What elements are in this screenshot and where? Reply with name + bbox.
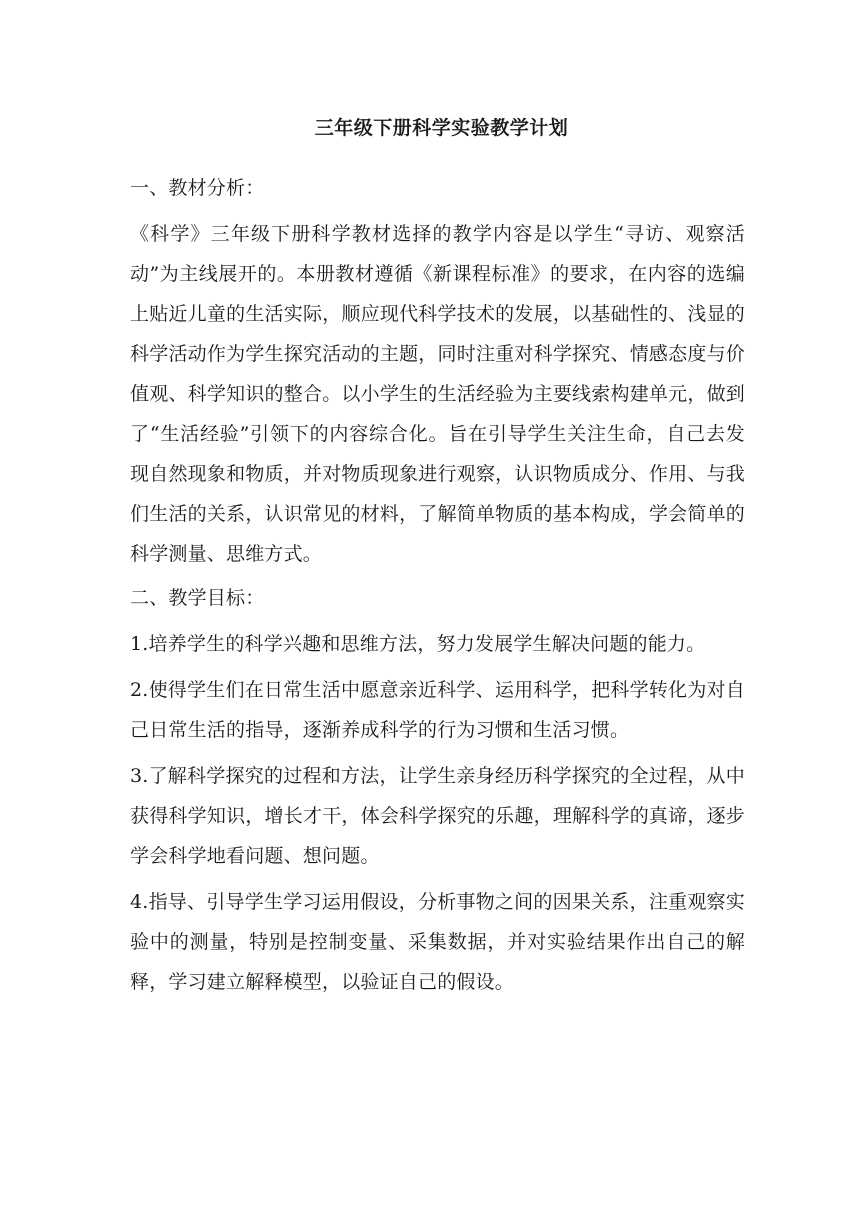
document-page (130, 112, 745, 1008)
teaching-goal-item: 3.了解科学探究的过程和方法，让学生亲身经历科学探究的全过程，从中获得科学知识，增长才干，体会科学探究的乐趣，理解科学的真谛，逐步学会科学地看问题、想问题。 (130, 765, 745, 867)
document-title: 三年级下册科学实验教学计划 (314, 117, 569, 139)
section-heading-teaching-goals: 二、教学目标： (130, 587, 265, 609)
section-heading-materials-analysis: 一、教材分析： (130, 177, 265, 199)
materials-analysis-paragraph: 《科学》三年级下册科学教材选择的教学内容是以学生“寻访、观察活动”为主线展开的。本册教材遵循《新课程标准》的要求，在内容的选编上贴近儿童的生活实际，顺应现代科学技术的发展，以基础性的、浅显的科学活动作为学生探究活动的主题，同时注重对科学探究、情感态度与价值观、科学知识的整合。以小学生的生活经验为主要线索构建单元，做到了“生活经验”引领下的内容综合化。旨在引导学生关注生命，自己去发现自然现象和物质，并对物质现象进行观察，认识物质成分、作用、与我们生活的关系，认识常见的材料，了解简单物质的基本构成，学会简单的科学测量、思维方式。 (130, 223, 745, 565)
teaching-goal-item: 2.使得学生们在日常生活中愿意亲近科学、运用科学，把科学转化为对自己日常生活的指导，逐渐养成科学的行为习惯和生活习惯。 (130, 679, 745, 741)
teaching-goal-item: 1.培养学生的科学兴趣和思维方法，努力发展学生解决问题的能力。 (130, 633, 706, 655)
teaching-goal-item: 4.指导、引导学生学习运用假设，分析事物之间的因果关系，注重观察实验中的测量，特别是控制变量、采集数据，并对实验结果作出自己的解释，学习建立解释模型，以验证自己的假设。 (130, 891, 745, 993)
